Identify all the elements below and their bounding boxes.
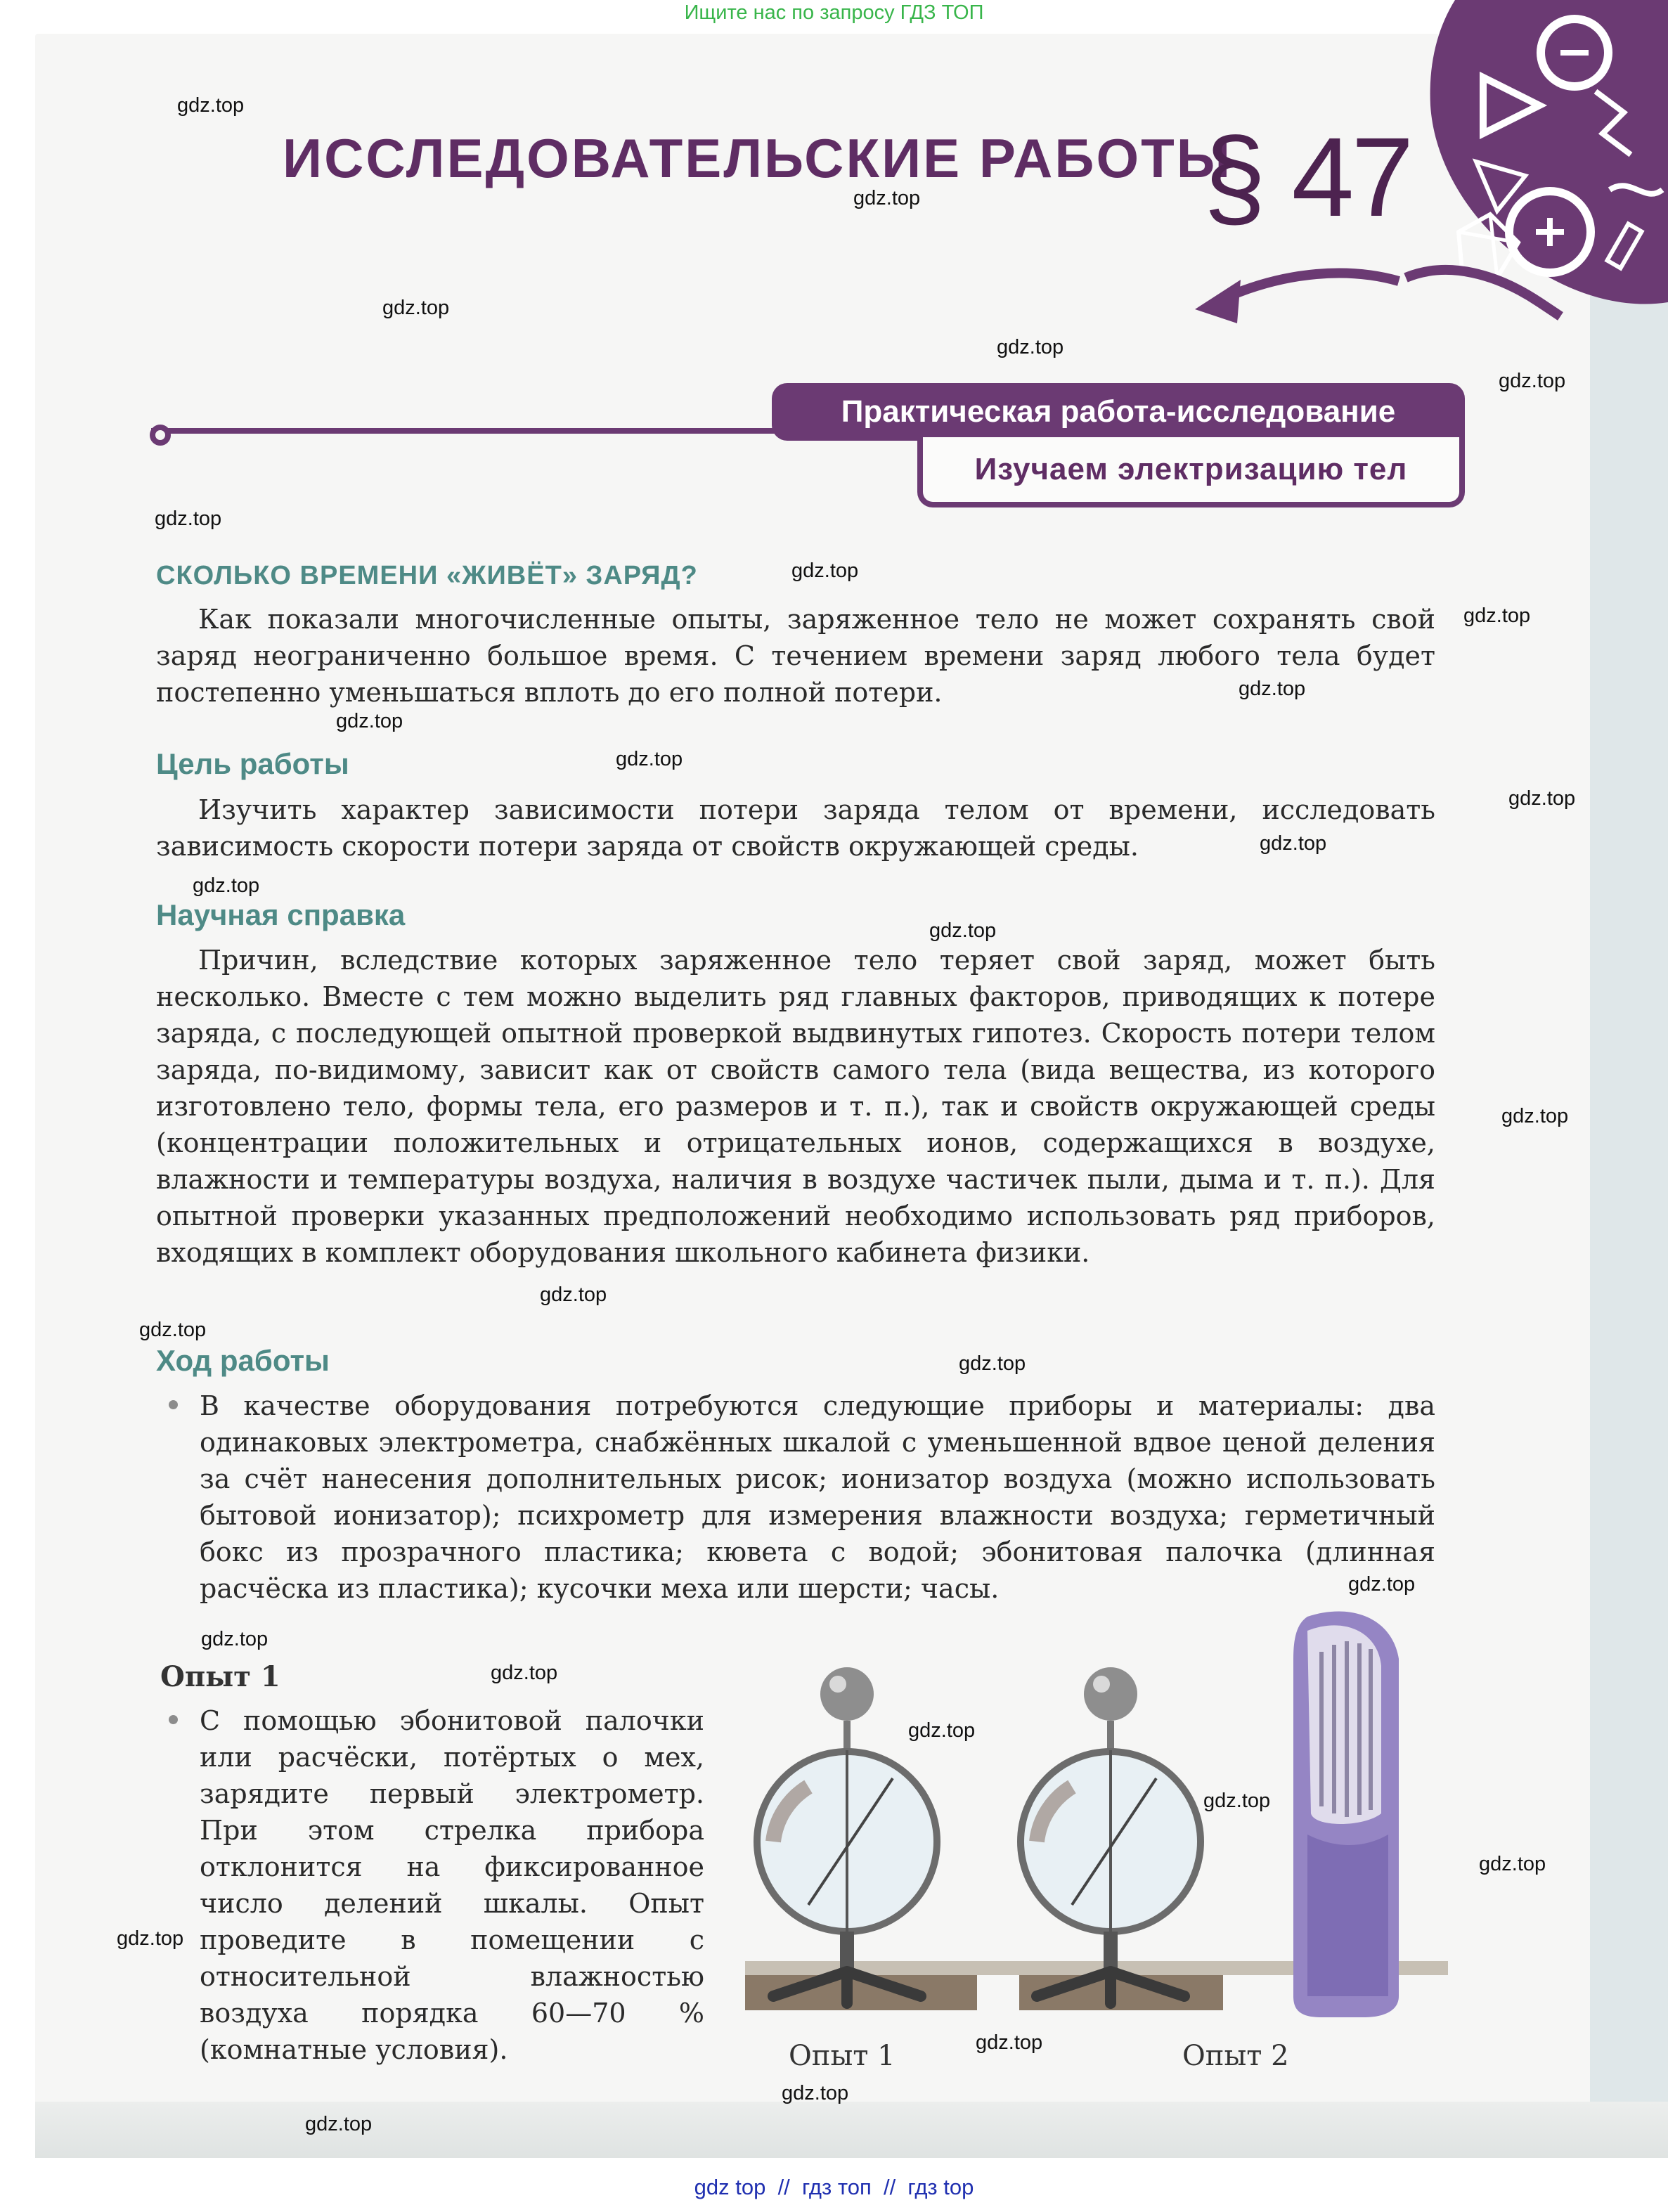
watermark: gdz.top <box>853 187 921 209</box>
section-number: § 47 <box>1203 114 1411 240</box>
watermark: gdz.top <box>1239 678 1306 700</box>
watermark: gdz.top <box>1499 370 1566 392</box>
goal-heading: Цель работы <box>156 747 349 780</box>
page-bottom-shade <box>35 2102 1668 2158</box>
top-banner: Ищите нас по запросу ГДЗ ТОП <box>684 1 984 24</box>
watermark: gdz.top <box>117 1927 184 1950</box>
corner-decoration-icon <box>1392 0 1668 394</box>
experiment-figure <box>731 1603 1462 2038</box>
goal-paragraph: Изучить характер зависимости потери заряда телом от времени, исследовать зависимость скорости потери заряда от свойств окружающей среды. <box>156 794 1435 862</box>
procedure-item: В качестве оборудования потребуются следующие приборы и материалы: два одинаковых электрометра, снабжённых шкалой с уменьшенной вдвое ценой деления за счёт нанесения дополнительных рисок; ионизатор воздуха (можно использовать бытовой ионизатор); психрометр для измерения влажности воздуха; герметичный бокс из прозрачного пластика; кювета с водой; эбонитовая палочка (длинная расчёска из пластика); кусочки меха или шерсти; часы. <box>200 1390 1435 1604</box>
watermark: gdz.top <box>1203 1790 1271 1812</box>
watermark: gdz.top <box>908 1719 976 1742</box>
watermark: gdz.top <box>1348 1573 1416 1596</box>
procedure-heading: Ход работы <box>156 1344 330 1377</box>
practical-work-label: Практическая работа-исследование <box>772 383 1465 441</box>
watermark: gdz.top <box>177 94 245 117</box>
practical-bar-line <box>151 428 784 434</box>
arrow-decoration-icon <box>1181 253 1406 337</box>
bullet-dot <box>169 1400 178 1409</box>
watermark: gdz.top <box>976 2031 1043 2054</box>
watermark: gdz.top <box>929 919 997 942</box>
experiment-1-paragraph: С помощью эбонитовой палочки или расчёски, потёртых о мех, зарядите первый электрометр. При этом стрелка прибора отклонится на фиксированное число делений шкалы. Опыт проведите в помещении с относительной влажностью воздуха порядка 60—70 % (комнатные условия). <box>200 1705 704 2065</box>
watermark: gdz.top <box>382 297 450 319</box>
watermark: gdz.top <box>193 874 260 897</box>
intro-paragraph: Как показали многочисленные опыты, заряженное тело не может сохранять свой заряд неограниченно большое время. С течением времени заряд любого тела будет постепенно уменьшаться вплоть до его полной потери. <box>156 604 1435 708</box>
science-paragraph: Причин, вследствие которых заряженное тело теряет свой заряд, может быть несколько. Вместе с тем можно выделить ряд главных факторов, приводящих к потере заряда, с последующей опытной проверкой выдвинутых гипотез. Скорость потери телом заряда, по-видимому, зависит как от свойств самого тела (вида вещества, из которого изготовлено тело, формы тела, его размеров и т. п.), так и свойств окружающей среды (концентрации положительных и отрицательных ионов, содержащихся в воздухе, влажности и температуры воздуха, наличия в воздухе частичек пыли, дыма и т. п.). Для опытной проверки указанных предположений необходимо использовать ряд приборов, входящих в комплект оборудования школьного кабинета физики. <box>156 945 1435 1268</box>
electrometer-1 <box>757 1667 937 2003</box>
science-heading: Научная справка <box>156 898 406 931</box>
figure-caption-2: Опыт 2 <box>1182 2040 1289 2072</box>
watermark: gdz.top <box>1479 1853 1546 1875</box>
air-ionizer <box>1293 1612 1399 2018</box>
watermark: gdz.top <box>139 1319 207 1341</box>
practical-work-subject: Изучаем электризацию тел <box>917 437 1465 507</box>
practical-bar-dot <box>150 425 171 446</box>
watermark: gdz.top <box>336 710 403 732</box>
watermark: gdz.top <box>791 560 859 582</box>
watermark: gdz.top <box>782 2082 849 2104</box>
watermark: gdz.top <box>491 1662 558 1684</box>
watermark: gdz.top <box>1463 604 1531 627</box>
watermark: gdz.top <box>1508 787 1576 810</box>
watermark: gdz.top <box>997 336 1064 358</box>
experiment-1-heading: Опыт 1 <box>160 1660 280 1693</box>
watermark: gdz.top <box>959 1352 1026 1375</box>
question-heading: СКОЛЬКО ВРЕМЕНИ «ЖИВЁТ» ЗАРЯД? <box>156 561 698 590</box>
section-title: ИССЛЕДОВАТЕЛЬСКИЕ РАБОТЫ <box>283 127 1233 189</box>
bullet-dot <box>169 1715 178 1724</box>
watermark: gdz.top <box>1260 832 1327 855</box>
watermark: gdz.top <box>305 2113 373 2135</box>
watermark: gdz.top <box>1501 1105 1569 1127</box>
bottom-banner: gdz top // гдз топ // гдз top <box>694 2175 974 2199</box>
watermark: gdz.top <box>155 507 222 530</box>
figure-caption-1: Опыт 1 <box>789 2040 896 2072</box>
watermark: gdz.top <box>201 1628 269 1650</box>
watermark: gdz.top <box>616 748 683 770</box>
electrometer-2 <box>1021 1667 1201 2003</box>
watermark: gdz.top <box>540 1283 607 1306</box>
